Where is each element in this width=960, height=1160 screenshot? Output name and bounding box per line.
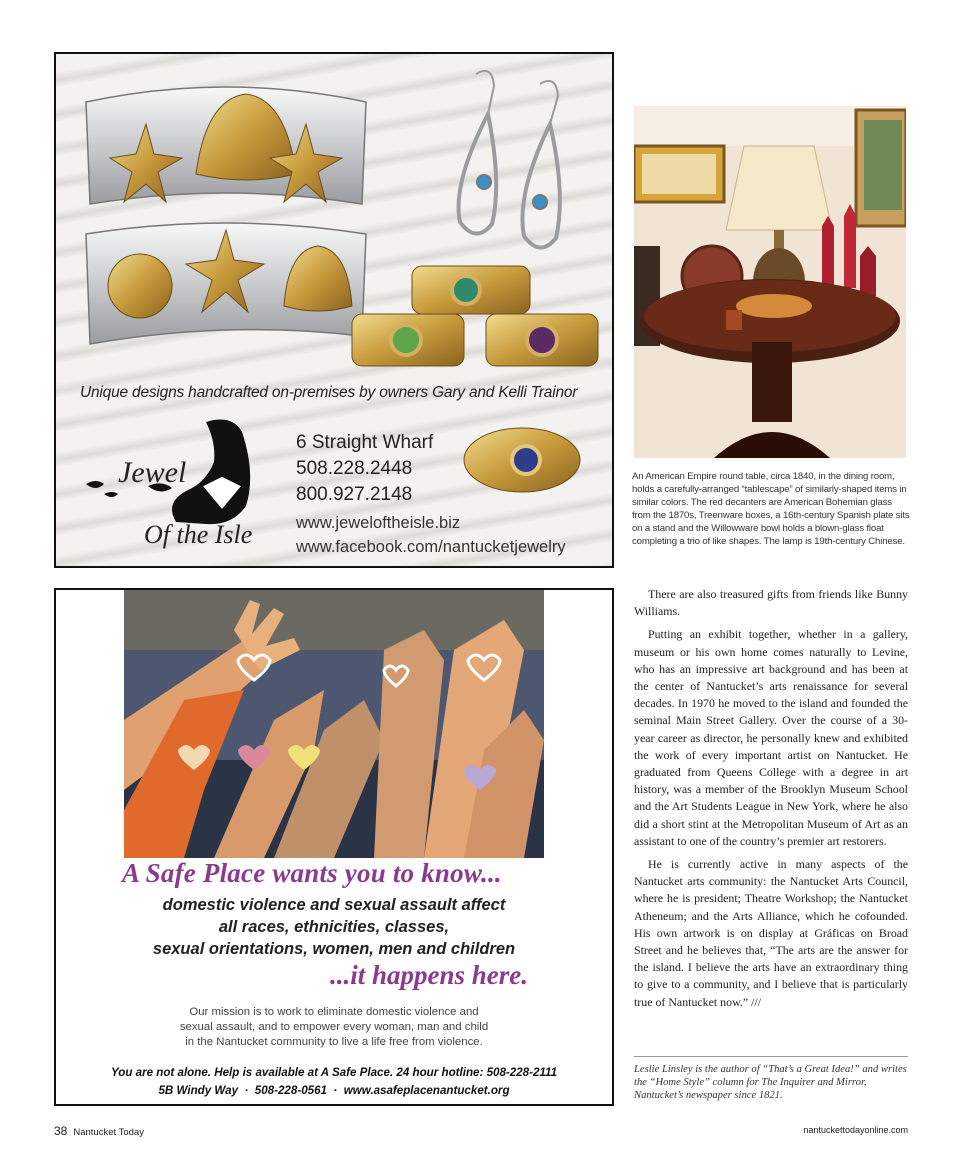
jewel-facebook-link[interactable]: www.facebook.com/nantucketjewelry [296,538,566,556]
hotline-text: You are not alone. Help is available at A Safe Place. 24 hour hotline: 508-228-2111 [110,1066,558,1079]
page-number: 38 [54,1124,68,1138]
jewel-tagline: Unique designs handcrafted on-premises by owners Gary and Kelli Trainor [80,384,578,401]
raised-hands-illustration [124,590,544,858]
author-bio: Leslie Linsley is the author of “That’s a Great Idea!” and writes the “Home Style” column for The Inquirer and Mirror, Nantucket’s newspaper since 1821. [634,1056,908,1102]
safe-line-3: sexual orientations, women, men and children [152,940,516,958]
safe-line-1: domestic violence and sexual assault affect [162,896,506,914]
publication-name: Nantucket Today [73,1127,144,1138]
dining-room-illustration [634,106,906,458]
jewel-website-link[interactable]: www.jeweloftheisle.biz [296,514,461,532]
jewel-address: 6 Straight Wharf [296,432,434,453]
article-body [634,586,908,1011]
jewel-phone-1: 508.228.2448 [296,458,413,479]
safe-place-contact[interactable]: 5B Windy Way · 508-228-0561 · www.asafeplacenantucket.org [158,1084,510,1097]
page-folio [54,1124,144,1138]
mission-line-3: in the Nantucket community to live a life free from violence. [185,1036,483,1048]
it-happens-here: ...it happens here. [330,960,529,990]
mission-line-1: Our mission is to work to eliminate domestic violence and [189,1006,479,1018]
logo-text-jewel: Jewel [118,456,187,489]
hands-artwork [124,590,544,858]
logo-text-of-the-isle: Of the Isle [144,520,253,549]
jewel-phone-2: 800.927.2148 [296,484,413,505]
dining-room-photo [634,106,906,458]
article-paragraph: There are also treasured gifts from friends like Bunny Williams. [634,587,908,619]
a-safe-place-ad [54,588,614,1106]
mission-line-2: sexual assault, and to empower every woman, man and child [179,1021,489,1033]
article-paragraph: Putting an exhibit together, whether in a gallery, museum or his own home comes naturally to Levine, who has an impressive art background and has been at the center of Nantucket’s arts renaissance for several decades. In 1970 he moved to the island and founded the seminal Main Street Gallery. Over the course of a 30-year career as director, he personally knew and exhibited the work of every important artist on Nantucket. He graduated from Queens College with a degree in art history, was a member of the Brooklyn Museum School and the Art Students League in New York, where he also did a short stint at the Metropolitan Museum of Art as an assistant to one of the country’s premier art restorers. [634,627,908,848]
jewel-of-the-isle-ad [54,52,614,568]
safe-place-headline: A Safe Place wants you to know... [122,858,502,888]
article-paragraph: He is currently active in many aspects of the Nantucket arts community: the Nantucket Arts Council, where he is president; Theatre Workshop; the Nantucket Atheneum; and the Arts Alliance, which he cofounded. His own artwork is on display at Gráficas on Broad Street and he believes that, “The arts are the answer for the island. I believe the arts have an extraordinary thing to give to a community, and I believe that is particularly true of Nantucket now.” /// [634,857,908,1009]
photo-caption: An American Empire round table, circa 1840, in the dining room, holds a carefully-arranged “tablescape” of similarly-shaped items in similar colors. The red decanters are American Bohemian glass from the 1870s, Treenware boxes, a 16th-century Spanish plate sits on a stand and the Willowware bowl holds a blown-glass float completing a trio of like shapes. The lamp is 19th-century Chinese. [632,471,910,548]
footer-website[interactable]: nantuckettodayonline.com [803,1125,908,1135]
safe-line-2: all races, ethnicities, classes, [218,918,450,936]
